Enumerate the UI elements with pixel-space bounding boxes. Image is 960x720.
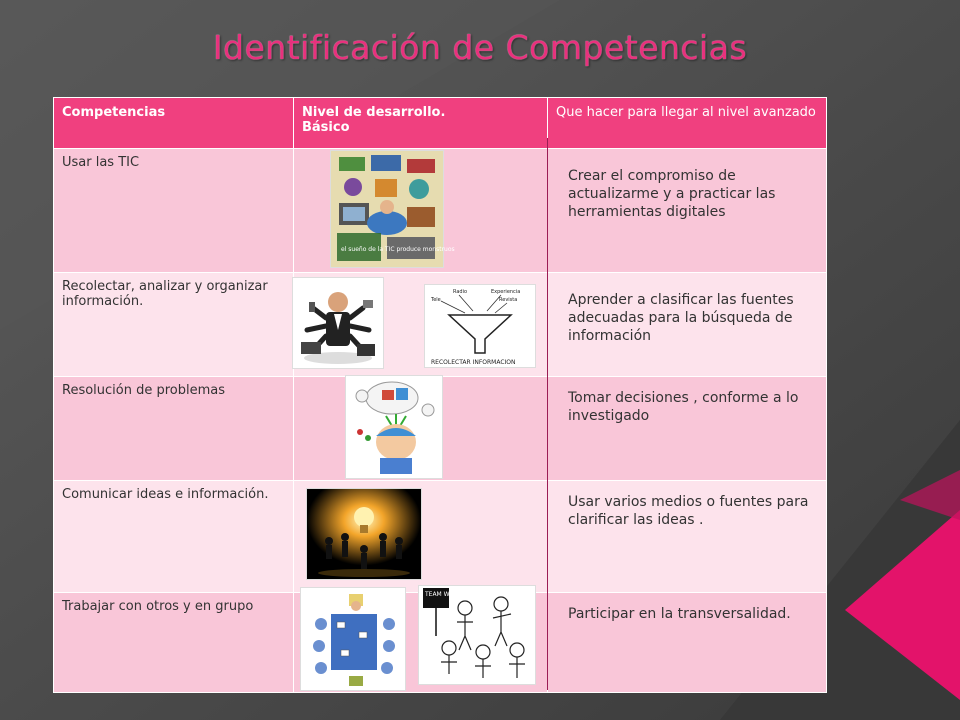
cell-competencia: Trabajar con otros y en grupo <box>54 593 294 693</box>
funnel-label-revista: Revista <box>499 297 518 303</box>
cell-competencia: Resolución de problemas <box>54 377 294 481</box>
funnel-caption-text: RECOLECTAR INFORMACION <box>431 359 516 366</box>
column-divider-line <box>547 138 548 690</box>
cell-accion: Tomar decisiones , conforme a lo investigado <box>548 377 827 481</box>
teamwork-sign-text: TEAM WORK <box>425 591 463 598</box>
table-row <box>54 481 827 593</box>
funnel-label-tele: Tele <box>431 297 441 303</box>
ict-cartoon-image <box>330 150 455 268</box>
header-que-hacer: Que hacer para llegar al nivel avanzado <box>548 98 827 149</box>
multitasking-businessman-image <box>292 277 384 369</box>
cell-accion: Participar en la transversalidad. <box>548 593 827 693</box>
cell-accion: Usar varios medios o fuentes para clarificar las ideas . <box>548 481 827 593</box>
thinking-child-image <box>345 375 443 479</box>
funnel-label-experiencia: Experiencia <box>491 289 521 295</box>
lightbulb-people-image <box>306 488 422 580</box>
header-nivel-line2: Básico <box>302 120 350 135</box>
header-nivel <box>294 98 548 149</box>
cell-competencia: Recolectar, analizar y organizar información. <box>54 273 294 377</box>
funnel-diagram-image <box>424 284 536 368</box>
table-header-row <box>54 98 827 149</box>
header-competencias: Competencias <box>54 98 294 149</box>
ict-caption-text: el sueño de la TIC produce monstruos <box>341 246 455 253</box>
cell-competencia: Usar las TIC <box>54 149 294 273</box>
cell-accion: Aprender a clasificar las fuentes adecuadas para la búsqueda de información <box>548 273 827 377</box>
funnel-label-radio: Radio <box>453 289 468 295</box>
slide-title: Identificación de Competencias <box>212 28 748 67</box>
cell-accion: Crear el compromiso de actualizarme y a practicar las herramientas digitales <box>548 149 827 273</box>
teamwork-sketch-image <box>418 585 536 685</box>
header-nivel-line1: Nivel de desarrollo. <box>302 105 446 120</box>
cell-competencia: Comunicar ideas e información. <box>54 481 294 593</box>
team-meeting-image <box>300 587 406 691</box>
